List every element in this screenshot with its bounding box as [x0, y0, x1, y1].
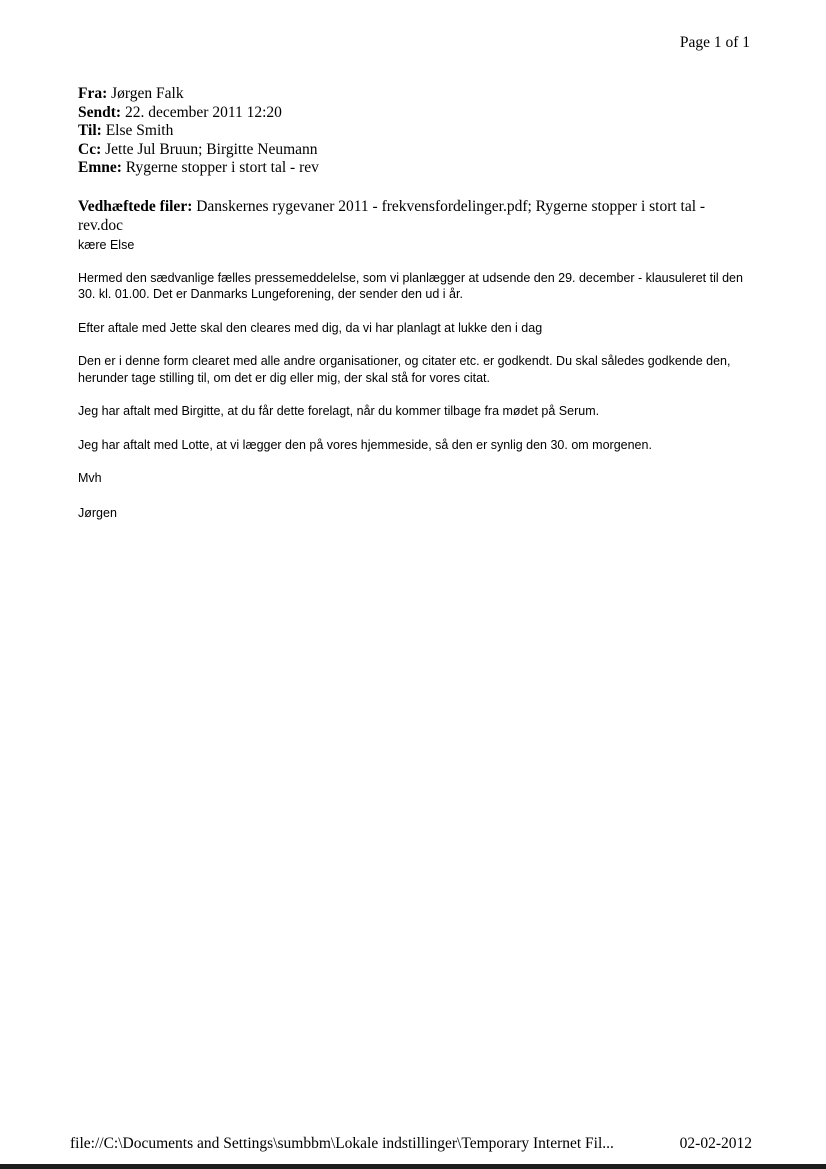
- email-header-cc: [78, 141, 752, 160]
- footer-print-date: 02-02-2012: [679, 1135, 752, 1152]
- email-header-from: [78, 85, 752, 104]
- footer-file-path: file://C:\Documents and Settings\sumbbm\Lokale indstillinger\Temporary Internet Fil...: [70, 1135, 614, 1152]
- email-header-subject: [78, 159, 752, 178]
- signoff: Mvh: [78, 471, 102, 486]
- attachments-label: Vedhæftede filer:: [78, 197, 193, 215]
- greeting: kære Else: [78, 237, 135, 252]
- header-label-cc: Cc:: [78, 140, 102, 158]
- header-value-from: Jørgen Falk: [111, 85, 184, 102]
- body-paragraph-1: Hermed den sædvanlige fælles pressemeddelelse, som vi planlægger at udsende den 29. december - klausuleret til den 30. kl. 01.00. Det er Danmarks Lungeforening, der sender den ud i år.: [78, 270, 743, 302]
- header-value-subject: Rygerne stopper i stort tal - rev: [125, 159, 319, 177]
- email-header-to: [78, 122, 752, 141]
- header-label-sent: Sendt:: [78, 103, 122, 121]
- email-header-sent: [78, 104, 752, 123]
- header-value-cc: Jette Jul Bruun; Birgitte Neumann: [105, 140, 318, 158]
- header-label-to: Til:: [78, 122, 102, 140]
- body-paragraph-5: Jeg har aftalt med Lotte, at vi lægger den på vores hjemmeside, så den er synlig den 30. om morgenen.: [78, 437, 652, 452]
- scan-edge-bar: [0, 1164, 826, 1169]
- header-value-to: Else Smith: [105, 122, 174, 140]
- header-label-from: Fra:: [78, 85, 108, 102]
- attachments-line: [78, 197, 752, 235]
- email-content: [78, 85, 752, 521]
- body-paragraph-3: Den er i denne form clearet med alle andre organisationer, og citater etc. er godkendt. Du skal således godkende den, herunder tage stilling til, om det er dig eller mig, der skal stå for vores citat.: [78, 354, 731, 385]
- body-paragraph-4: Jeg har aftalt med Birgitte, at du får dette forelagt, når du kommer tilbage fra mødet på Serum.: [78, 404, 600, 419]
- header-label-subject: Emne:: [78, 159, 122, 177]
- page-number: Page 1 of 1: [679, 34, 750, 51]
- signature: Jørgen: [78, 505, 117, 520]
- attachment-filenames: Danskernes rygevaner 2011 - frekvensfordelinger.pdf; Rygerne stopper i stort tal - rev.doc: [78, 197, 706, 234]
- print-footer: [70, 1135, 752, 1153]
- body-paragraph-2: Efter aftale med Jette skal den cleares med dig, da vi har planlagt at lukke den i dag: [78, 320, 543, 335]
- header-value-sent: 22. december 2011 12:20: [124, 103, 282, 121]
